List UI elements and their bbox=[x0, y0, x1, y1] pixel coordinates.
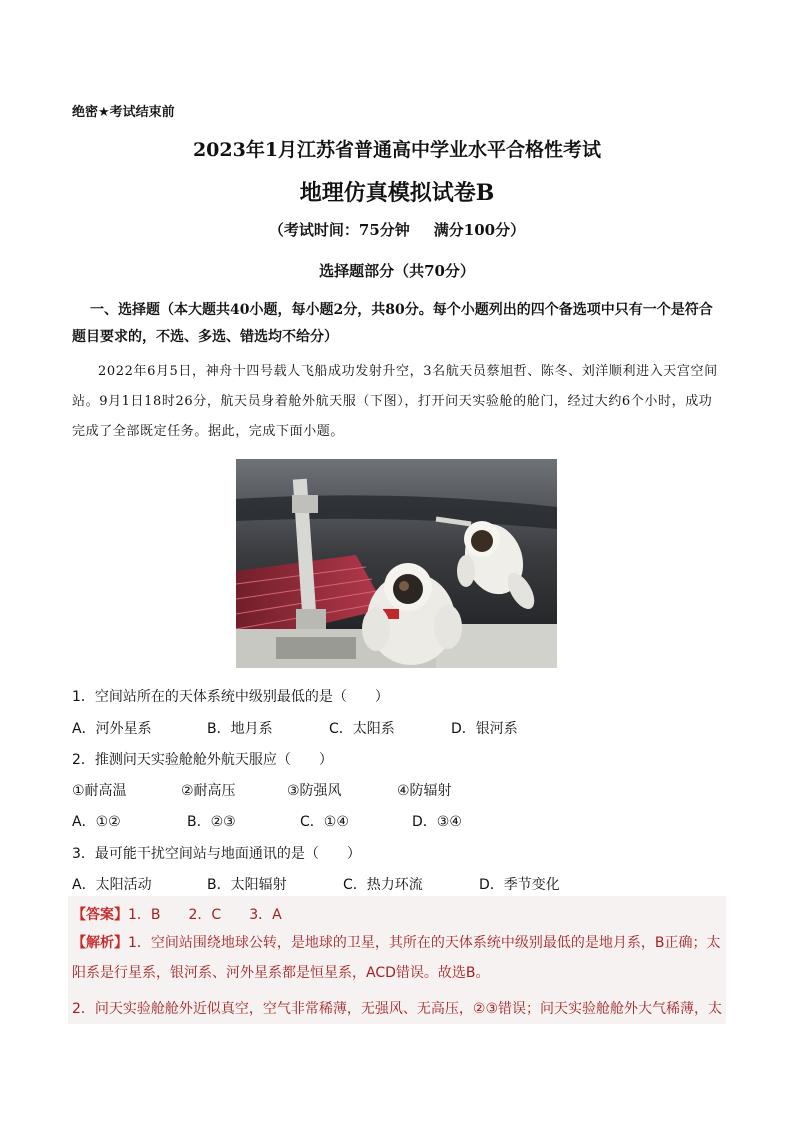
q3-option-c[interactable]: C．热力环流 bbox=[343, 877, 423, 893]
answer-tag: 【答案】 bbox=[72, 907, 128, 923]
answer-values: 1．B 2．C 3．A bbox=[128, 907, 282, 923]
q1-option-a[interactable]: A．河外星系 bbox=[72, 721, 152, 737]
q2-option-d[interactable]: D．③④ bbox=[412, 814, 462, 830]
reading-passage: 2022年6月5日，神舟十四号载人飞船成功发射升空，3名航天员蔡旭哲、陈冬、刘洋顺利进入天宫空间站。9月1日18时26分，航天员身着舱外航天服（下图），打开问天实验舱的舱门，经过大约6个小时，成功完成了全部既定任务。据此，完成下面小题。 bbox=[72, 364, 718, 439]
answer-line bbox=[72, 904, 282, 924]
q2-option-b[interactable]: B．②③ bbox=[187, 814, 236, 830]
astronaut-spacewalk-photo bbox=[236, 459, 557, 668]
paper-title: 地理仿真模拟试卷B bbox=[299, 180, 495, 206]
exam-info bbox=[0, 219, 794, 240]
q2-option-a[interactable]: A．①② bbox=[72, 814, 121, 830]
q3-option-b[interactable]: B．太阳辐射 bbox=[207, 877, 287, 893]
q3-option-d[interactable]: D．季节变化 bbox=[479, 877, 560, 893]
section-instruction bbox=[72, 297, 724, 351]
question-2-stem: 2．推测问天实验舱舱外航天服应（ ） bbox=[72, 752, 333, 768]
q3-option-a[interactable]: A．太阳活动 bbox=[72, 877, 152, 893]
exam-time: （考试时间：75分钟 bbox=[268, 221, 410, 239]
astronaut-photo-illustration bbox=[236, 459, 557, 668]
analysis-paragraph-1 bbox=[72, 928, 724, 988]
analysis-paragraph-2: 2．问天实验舱舱外近似真空，空气非常稀薄，无强风、无高压，②③错误；问天实验舱舱外大气稀薄，太 bbox=[72, 1001, 723, 1017]
question-3-stem: 3．最可能干扰空间站与地面通讯的是（ ） bbox=[72, 846, 361, 862]
q2-option-c[interactable]: C．①④ bbox=[300, 814, 349, 830]
q2-item-4: ④防辐射 bbox=[397, 783, 452, 799]
q1-option-d[interactable]: D．银河系 bbox=[451, 721, 518, 737]
q1-option-b[interactable]: B．地月系 bbox=[207, 721, 273, 737]
secret-label: 绝密★考试结束前 bbox=[72, 105, 175, 120]
q1-option-c[interactable]: C．太阳系 bbox=[329, 721, 395, 737]
exam-title: 2023年1月江苏省普通高中学业水平合格性考试 bbox=[192, 139, 602, 161]
full-score: 满分100分） bbox=[433, 221, 526, 239]
analysis-tag: 【解析】 bbox=[72, 935, 128, 951]
question-1-stem: 1．空间站所在的天体系统中级别最低的是（ ） bbox=[72, 689, 389, 705]
analysis-text-1: 1．空间站围绕地球公转，是地球的卫星，其所在的天体系统中级别最低的是地月系，B正确；太阳系是行星系，银河系、河外星系都是恒星系，ACD错误。故选B。 bbox=[72, 935, 721, 981]
section-heading: 一、选择题 bbox=[90, 302, 160, 318]
section-rules: （本大题共40小题，每小题2分，共80分。每个小题列出的四个备选项中只有一个是符合题目要求的，不选、多选、错选均不给分） bbox=[72, 302, 713, 345]
q2-item-3: ③防强风 bbox=[287, 783, 342, 799]
q2-item-2: ②耐高压 bbox=[181, 783, 236, 799]
part-title: 选择题部分（共70分） bbox=[319, 262, 475, 280]
q2-item-1: ①耐高温 bbox=[72, 783, 127, 799]
